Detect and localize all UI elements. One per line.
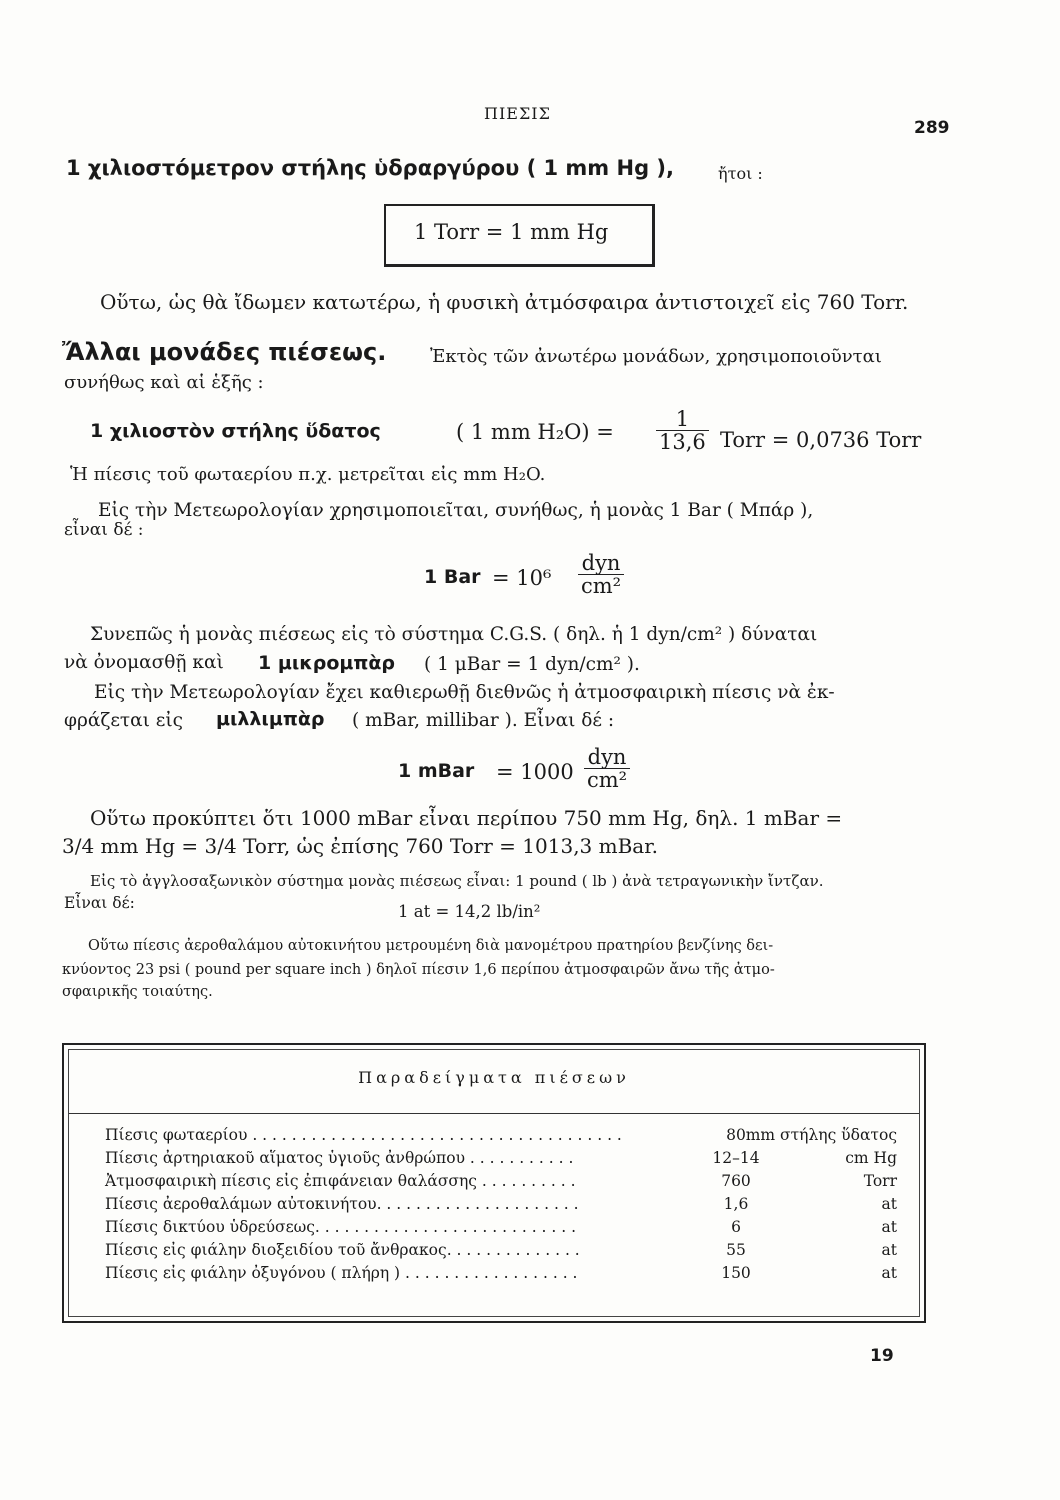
mbar-lhs: 1 mBar: [398, 760, 475, 782]
pressure-examples-table: [62, 1043, 926, 1323]
page-number: 289: [914, 118, 950, 138]
cgs-sentence-2c: ( 1 μBar = 1 dyn/cm² ).: [424, 654, 640, 675]
other-units-text2: συνήθως καὶ αἱ ἑξῆς :: [64, 372, 264, 393]
meteo-sentence-3c: ( mBar, millibar ). Εἶναι δέ :: [352, 710, 615, 731]
mbar-fraction: [584, 746, 630, 791]
torr-definition-box: [384, 204, 655, 267]
row-unit: Torr: [863, 1172, 897, 1190]
row-name: Πίεσις εἰς φιάλην ὀξυγόνου ( πλήρη ) . . . . . . . . . . . . . . . . . .: [105, 1264, 578, 1282]
row-value: 6: [731, 1218, 741, 1236]
torr-equation: 1 Torr = 1 mm Hg: [414, 220, 609, 244]
table-row: [105, 1264, 897, 1286]
bar-frac-den: cm²: [581, 574, 622, 599]
meteo-sentence-1: Εἰς τὴν Μετεωρολογίαν χρησιμοποιεῖται, συνήθως, ἡ μονὰς 1 Bar ( Μπάρ ),: [98, 500, 814, 521]
h2o-label: 1 χιλιοστὸν στήλης ὕδατος: [90, 420, 381, 442]
table-inner-frame: [68, 1049, 920, 1317]
tyre-sentence-2: κνύοντος 23 psi ( pound per square inch ) δηλοῖ πίεσιν 1,6 περίπου ἀτμοσφαιρῶν ἄνω τῆς ἀτμο-: [62, 962, 775, 978]
h2o-paren: ( 1 mm H₂O) =: [456, 420, 614, 444]
gas-sentence: Ἡ πίεσις τοῦ φωταερίου π.χ. μετρεῖται εἰς mm H₂O.: [70, 464, 546, 485]
mmhg-intro-end: ἤτοι :: [718, 164, 763, 183]
anglo-is: Εἶναι δέ:: [64, 894, 135, 912]
meteo-sentence-3b: μιλλιμπὰρ: [216, 708, 325, 730]
mbar-frac-num: dyn: [584, 746, 630, 769]
cgs-sentence-2a: νὰ ὀνομασθῇ καὶ: [64, 652, 224, 673]
row-unit: at: [881, 1241, 897, 1259]
result-sentence-2: 3/4 mm Hg = 3/4 Torr, ὡς ἐπίσης 760 Torr = 1013,3 mBar.: [62, 834, 658, 858]
signature-mark: 19: [870, 1346, 894, 1366]
anglo-sentence: Εἰς τὸ ἀγγλοσαξωνικὸν σύστημα μονὰς πιέσεως εἶναι: 1 pound ( lb ) ἀνὰ τετραγωνικὴν ἴντζαν.: [90, 872, 824, 890]
row-name: Πίεσις ἀεροθαλάμων αὐτοκινήτου. . . . . . . . . . . . . . . . . . . . .: [105, 1195, 579, 1213]
row-value: 760: [721, 1172, 751, 1190]
row-name: Πίεσις ἀρτηριακοῦ αἵματος ὑγιοῦς ἀνθρώπου . . . . . . . . . . .: [105, 1149, 574, 1167]
running-title: ΠΙΕΣΙΣ: [484, 104, 551, 123]
row-value: 55: [726, 1241, 746, 1259]
meteo-sentence-1b: εἶναι δέ :: [64, 520, 144, 540]
other-units-heading: Ἄλλαι μονάδες πιέσεως.: [62, 338, 387, 366]
table-row: [105, 1172, 897, 1194]
row-unit: at: [881, 1264, 897, 1282]
row-name: Πίεσις εἰς φιάλην διοξειδίου τοῦ ἄνθρακος. . . . . . . . . . . . . .: [105, 1241, 580, 1259]
bar-fraction: [578, 552, 624, 597]
table-row: [105, 1195, 897, 1217]
row-value: 12–14: [712, 1149, 760, 1167]
table-row: [105, 1241, 897, 1263]
h2o-fraction: [656, 408, 709, 453]
table-title: Παραδείγματα πιέσεων: [358, 1068, 630, 1087]
bar-eq: = 10⁶: [492, 566, 552, 590]
row-unit: cm Hg: [845, 1149, 897, 1167]
atm-sentence: Οὕτω, ὡς θὰ ἴδωμεν κατωτέρω, ἡ φυσικὴ ἀτμόσφαιρα ἀντιστοιχεῖ εἰς 760 Torr.: [100, 290, 909, 314]
cgs-sentence-1: Συνεπῶς ἡ μονὰς πιέσεως εἰς τὸ σύστημα C.G.S. ( δηλ. ἡ 1 dyn/cm² ) δύναται: [90, 624, 818, 645]
mmhg-intro: 1 χιλιοστόμετρον στήλης ὑδραργύρου ( 1 mm Hg ),: [66, 156, 674, 180]
row-unit: at: [881, 1195, 897, 1213]
row-value: 150: [721, 1264, 751, 1282]
meteo-sentence-2: Εἰς τὴν Μετεωρολογίαν ἔχει καθιερωθῇ διεθνῶς ἡ ἀτμοσφαιρικὴ πίεσις νὰ ἐκ-: [94, 682, 835, 703]
mbar-frac-den: cm²: [587, 768, 628, 793]
anglo-equation: 1 at = 14,2 lb/in²: [398, 902, 541, 921]
h2o-frac-den: 13,6: [659, 430, 706, 455]
table-row: [105, 1218, 897, 1240]
bar-frac-num: dyn: [578, 552, 624, 575]
meteo-sentence-3a: φράζεται εἰς: [64, 710, 183, 731]
bar-lhs: 1 Bar: [424, 566, 481, 588]
h2o-result: Torr = 0,0736 Torr: [720, 428, 922, 452]
tyre-sentence-1: Οὕτω πίεσις ἀεροθαλάμου αὐτοκινήτου μετρουμένη διὰ μανομέτρου πρατηρίου βενζίνης δει-: [88, 938, 774, 954]
h2o-frac-num: 1: [656, 408, 709, 431]
row-name: Ἀτμοσφαιρικὴ πίεσις εἰς ἐπιφάνειαν θαλάσσης . . . . . . . . . .: [105, 1172, 576, 1190]
table-row: [105, 1126, 897, 1148]
table-row: [105, 1149, 897, 1171]
cgs-sentence-2b: 1 μικρομπὰρ: [258, 652, 396, 674]
other-units-text: Ἐκτὸς τῶν ἀνωτέρω μονάδων, χρησιμοποιοῦνται: [430, 346, 882, 367]
table-divider: [69, 1113, 919, 1114]
tyre-sentence-3: σφαιρικῆς τοιαύτης.: [62, 984, 213, 1000]
row-value: 1,6: [723, 1195, 749, 1213]
row-unit: at: [881, 1218, 897, 1236]
row-unit: mm στήλης ὕδατος: [745, 1126, 897, 1144]
result-sentence-1: Οὕτω προκύπτει ὅτι 1000 mBar εἶναι περίπου 750 mm Hg, δηλ. 1 mBar =: [90, 806, 843, 830]
row-name: Πίεσις φωταερίου . . . . . . . . . . . . . . . . . . . . . . . . . . . . . . . . . . . . . .: [105, 1126, 622, 1144]
row-name: Πίεσις δικτύου ὑδρεύσεως. . . . . . . . . . . . . . . . . . . . . . . . . . .: [105, 1218, 577, 1236]
mbar-eq: = 1000: [496, 760, 574, 784]
row-value: 80: [726, 1126, 746, 1144]
